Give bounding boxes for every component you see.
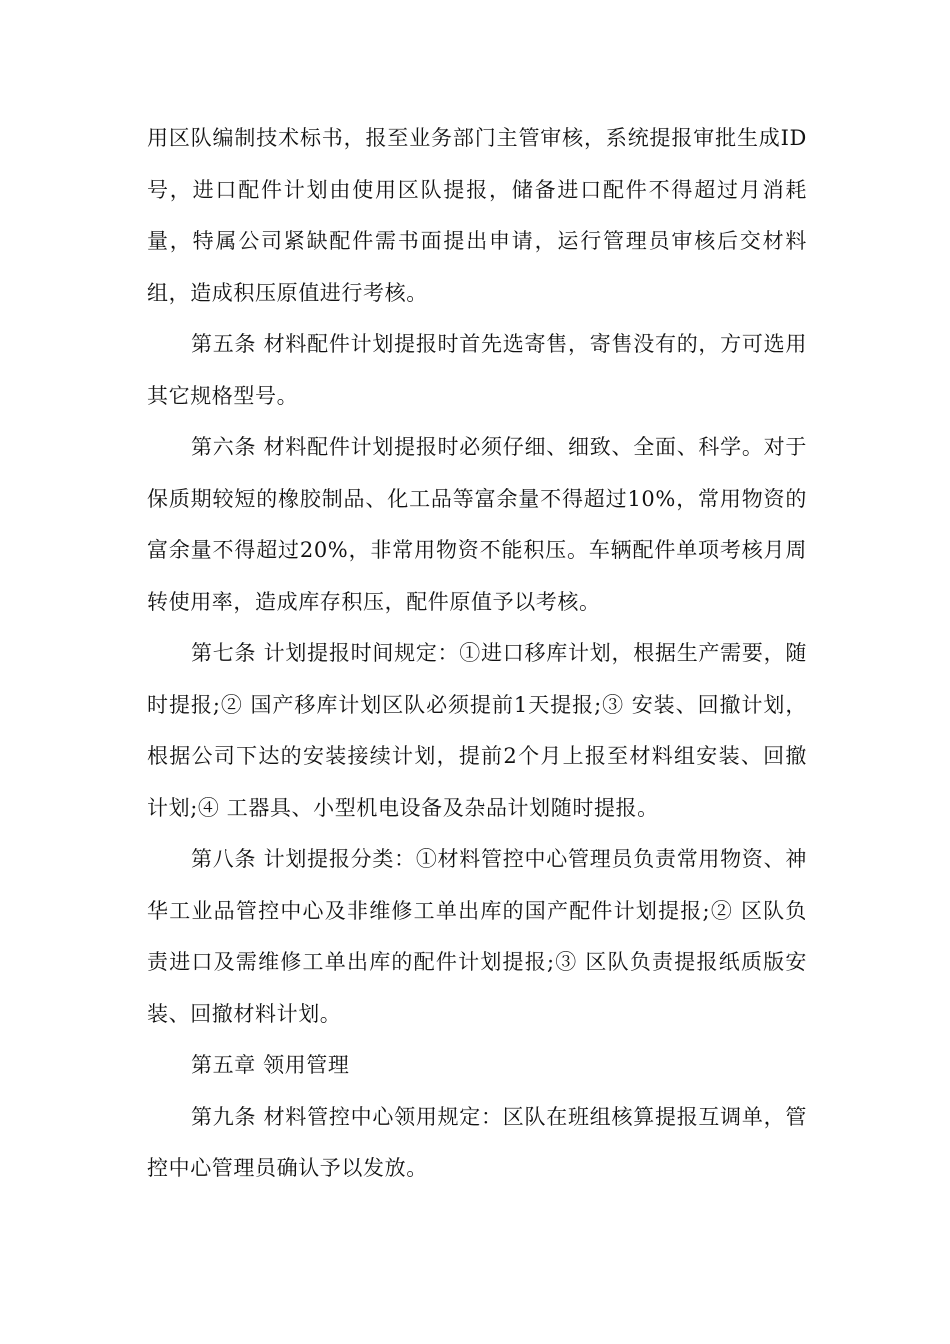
paragraph-article-9: 第九条 材料管控中心领用规定：区队在班组核算提报互调单，管控中心管理员确认予以发放。 <box>147 1104 807 1180</box>
paragraph-article-6: 第六条 材料配件计划提报时必须仔细、细致、全面、科学。对于保质期较短的橡胶制品、化工品等富余量不得超过10%，常用物资的富余量不得超过20%，非常用物资不能积压。车辆配件单项考核月周转使用率，造成库存积压，配件原值予以考核。 <box>147 435 807 614</box>
paragraph-article-7: 第七条 计划提报时间规定：①进口移库计划，根据生产需要，随时提报;② 国产移库计划区队必须提前1天提报;③ 安装、回撤计划，根据公司下达的安装接续计划，提前2个月上报至材料组安装、回撤计划;④ 工器具、小型机电设备及杂品计划随时提报。 <box>147 641 807 820</box>
paragraph-article-8: 第八条 计划提报分类：①材料管控中心管理员负责常用物资、神华工业品管控中心及非维修工单出库的国产配件计划提报;② 区队负责进口及需维修工单出库的配件计划提报;③ 区队负责提报纸质版安装、回撤材料计划。 <box>147 847 807 1026</box>
paragraph-continuation: 用区队编制技术标书，报至业务部门主管审核，系统提报审批生成ID号，进口配件计划由使用区队提报，储备进口配件不得超过月消耗量，特属公司紧缺配件需书面提出申请，运行管理员审核后交材料组，造成积压原值进行考核。 <box>147 126 807 305</box>
document-body <box>147 113 807 1195</box>
paragraph-article-5: 第五条 材料配件计划提报时首先选寄售，寄售没有的，方可选用其它规格型号。 <box>147 332 807 408</box>
chapter-heading: 第五章 领用管理 <box>191 1053 350 1077</box>
